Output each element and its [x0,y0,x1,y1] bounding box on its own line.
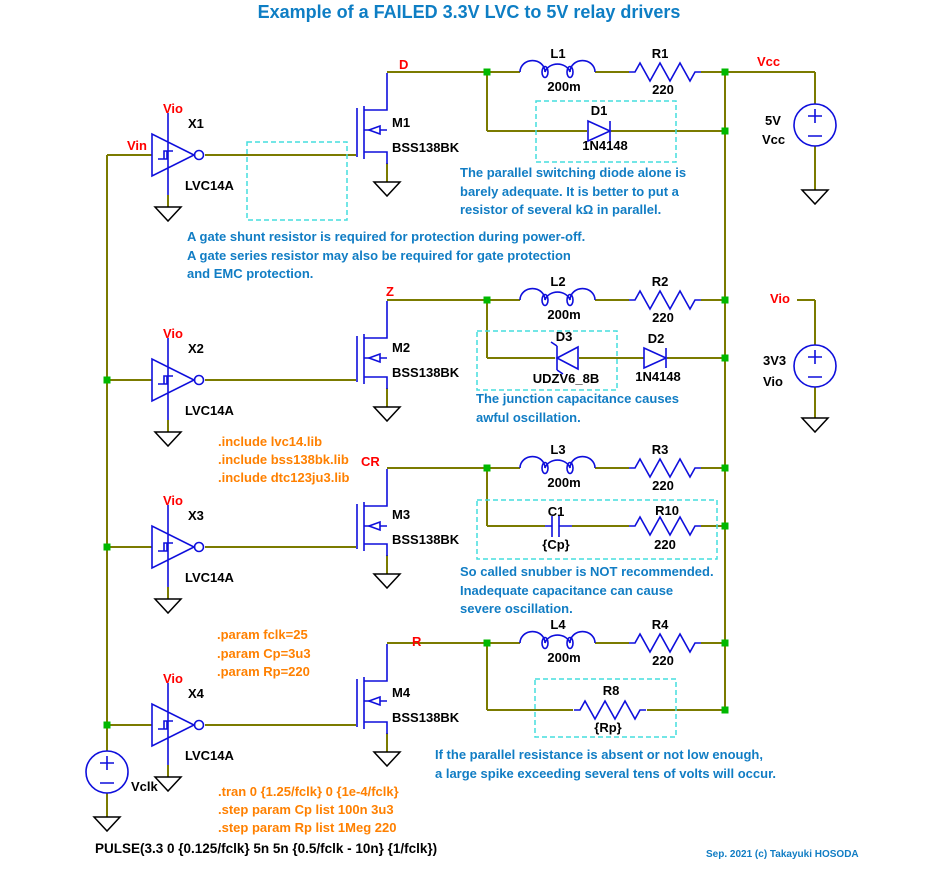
resistor-r2-symbol [629,291,701,309]
copyright-text: Sep. 2021 (c) Takayuki HOSODA [706,849,859,860]
resistor-r8-name: R8 [602,683,620,698]
capacitor-c1-value: {Cp} [542,537,570,552]
mosfet-m1-name: M1 [392,115,411,130]
mosfet-m1-symbol [357,73,387,164]
source-vcc-value: 5V [765,113,781,128]
resistor-r3-name: R3 [651,442,669,457]
mosfet-m1-part: BSS138BK [392,140,460,155]
mosfet-m4-name: M4 [392,685,411,700]
resistor-r1-value: 220 [652,82,674,97]
mosfet-m2-part: BSS138BK [392,365,460,380]
directive-step-rp: .step param Rp list 1Meg 220 [218,820,397,835]
resistor-r8-symbol [574,701,646,719]
source-vcc-name: Vcc [762,132,786,147]
resistor-r4-value: 220 [652,653,674,668]
zener-d3-name: D3 [555,329,573,344]
wire-left-bus [107,155,152,817]
source-vio-name: Vio [763,374,783,389]
inductor-l1-name: L1 [550,46,566,61]
gate-x2-name: X2 [188,341,204,356]
zener-d3-value: UDZV6_8B [532,371,600,386]
inductor-l2-name: L2 [550,274,566,289]
inductor-l4-symbol [520,632,595,649]
annotation-spike-note-line2: a large spike exceeding several tens of volts will occur. [435,766,777,781]
inductor-l4-name: L4 [550,617,566,632]
mosfet-m2-name: M2 [392,340,411,355]
resistor-r8-value: {Rp} [594,720,622,735]
gate-x3-part: LVC14A [185,570,234,585]
net-label-cr: CR [361,454,380,469]
gate-x4-supply-label: Vio [163,671,183,686]
gate-x1-name: X1 [188,116,204,131]
net-label-r: R [412,634,422,649]
diode-d1-name: D1 [590,103,608,118]
annotation-gate-note-line1: A gate shunt resistor is required for protection during power-off. [187,229,586,244]
mosfet-m3-symbol [357,469,387,556]
resistor-r1-symbol [629,63,701,81]
voltage-source-vclk [86,751,128,793]
ground-icon [155,599,181,613]
capacitor-c1-symbol [545,516,572,537]
resistor-r4-name: R4 [651,617,669,632]
resistor-r10-name: R10 [655,503,679,518]
ground-icon [374,752,400,766]
source-vclk-name: Vclk [131,779,158,794]
inductor-l2-value: 200m [547,307,581,322]
annotation-snubber-note-line1: So called snubber is NOT recommended. [460,564,714,579]
inductor-l1-value: 200m [547,79,581,94]
annotation-spike-note-line1: If the parallel resistance is absent or not low enough, [435,747,763,762]
ground-icon [374,574,400,588]
highlight-box-gate-resistor [247,142,347,220]
annotation-snubber-note-line3: severe oscillation. [460,601,573,616]
annotation-diode-note-line1: The parallel switching diode alone is [460,165,687,180]
directive-include-lvc14: .include lvc14.lib [218,434,323,449]
net-label-vin: Vin [127,138,147,153]
gate-x1-part: LVC14A [185,178,234,193]
directive-step-cp: .step param Cp list 100n 3u3 [218,802,394,817]
inductor-l1-symbol [520,61,595,78]
ground-icon [155,777,181,791]
ground-icon [802,190,828,204]
annotation-diode-note-line2: barely adequate. It is better to put a [460,184,679,199]
directive-param-fclk: .param fclk=25 [217,627,308,642]
highlight-box-snubber [477,500,717,559]
net-label-vcc: Vcc [757,54,781,69]
diode-d1-value: 1N4148 [582,138,628,153]
directive-param-cp: .param Cp=3u3 [217,646,311,661]
inductor-l3-value: 200m [547,475,581,490]
ground-icon [94,817,120,831]
zener-d3-symbol [551,342,578,374]
resistor-r3-value: 220 [652,478,674,493]
source-vio-value: 3V3 [763,353,787,368]
net-label-z: Z [386,284,394,299]
annotation-gate-note-line3: and EMC protection. [187,266,314,281]
voltage-source-vio [794,345,836,387]
mosfet-m3-name: M3 [392,507,411,522]
gate-x2-part: LVC14A [185,403,234,418]
directive-include-bss138bk: .include bss138bk.lib [218,452,349,467]
net-label-d: D [399,57,409,72]
annotation-gate-note-line2: A gate series resistor may also be required for gate protection [187,248,571,263]
ground-icon [155,207,181,221]
inductor-l4-value: 200m [547,650,581,665]
resistor-r10-symbol [629,517,701,535]
resistor-r1-name: R1 [651,46,669,61]
diode-d2-name: D2 [647,331,665,346]
diode-d2-value: 1N4148 [635,369,681,384]
diode-d2-symbol [644,348,666,368]
annotation-diode-note-line3: resistor of several kΩ in parallel. [460,202,662,217]
directive-tran: .tran 0 {1.25/fclk} 0 {1e-4/fclk} [218,784,399,799]
gate-x3-supply-label: Vio [163,493,183,508]
annotation-snubber-note-line2: Inadequate capacitance can cause [460,583,674,598]
resistor-r2-name: R2 [651,274,669,289]
annotation-junction-note-line2: awful oscillation. [476,410,581,425]
inductor-l3-name: L3 [550,442,566,457]
gate-x3-name: X3 [188,508,204,523]
inductor-l2-symbol [520,289,595,306]
mosfet-m3-part: BSS138BK [392,532,460,547]
pulse-spec-text: PULSE(3.3 0 {0.125/fclk} 5n 5n {0.5/fclk - 10n} {1/fclk}) [95,841,438,856]
resistor-r3-symbol [629,459,701,477]
capacitor-c1-name: C1 [547,504,565,519]
directive-include-dtc123ju3: .include dtc123ju3.lib [218,470,350,485]
annotation-junction-note-line1: The junction capacitance causes [476,391,680,406]
resistor-r2-value: 220 [652,310,674,325]
mosfet-m4-symbol [357,644,387,734]
resistor-r10-value: 220 [654,537,676,552]
ground-icon [374,182,400,196]
gate-x2-supply-label: Vio [163,326,183,341]
net-label-vio-supply: Vio [770,291,790,306]
mosfet-m2-symbol [357,301,387,389]
inductor-l3-symbol [520,457,595,474]
directive-param-rp: .param Rp=220 [217,664,310,679]
ground-icon [374,407,400,421]
ground-icon [155,432,181,446]
gate-x1-supply-label: Vio [163,101,183,116]
mosfet-m4-part: BSS138BK [392,710,460,725]
gate-x4-part: LVC14A [185,748,234,763]
resistor-r4-symbol [629,634,701,652]
ground-icon [802,418,828,432]
gate-x4-name: X4 [188,686,204,701]
voltage-source-vcc [794,104,836,146]
page-title: Example of a FAILED 3.3V LVC to 5V relay drivers [257,2,681,22]
